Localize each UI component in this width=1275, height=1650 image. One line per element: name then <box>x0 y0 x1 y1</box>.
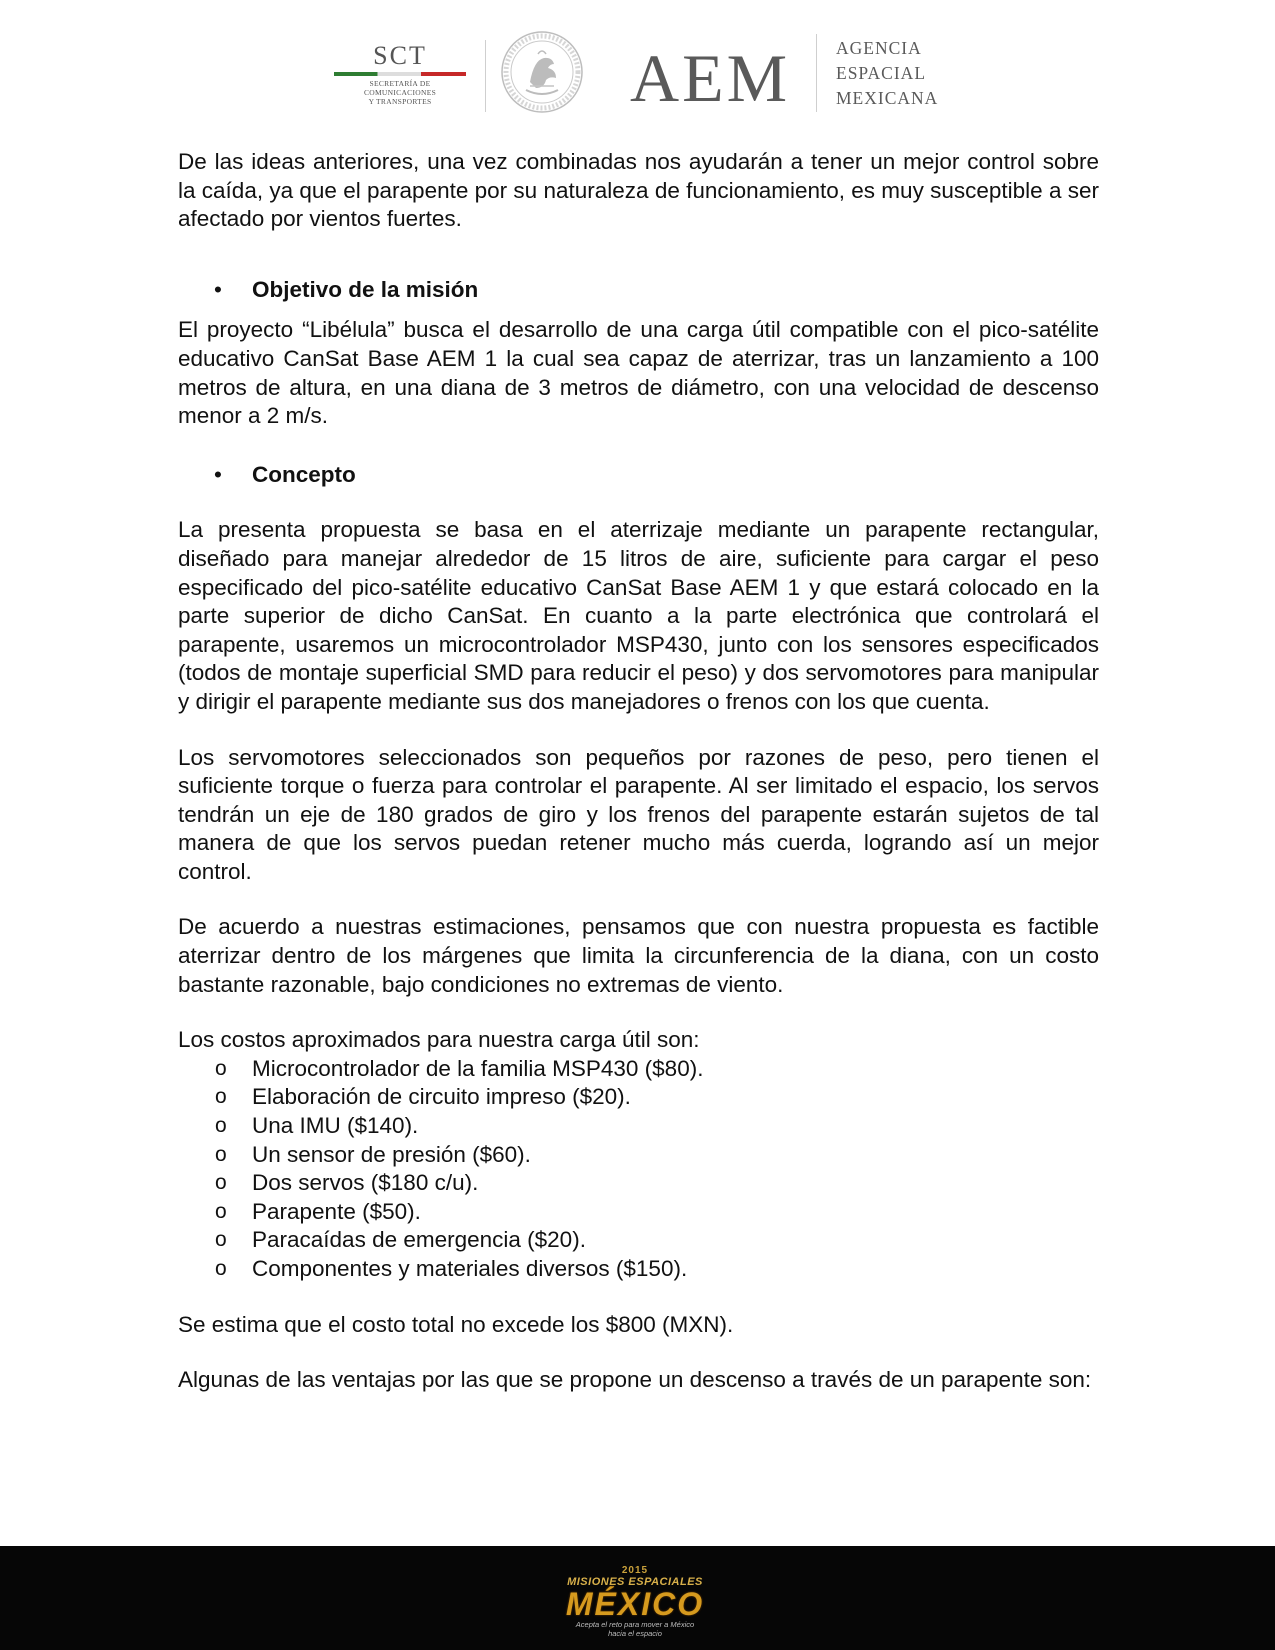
objective-heading-text: Objetivo de la misión <box>252 276 479 302</box>
objective-heading <box>178 276 1099 305</box>
list-item: o Microcontrolador de la familia MSP430 ($80). <box>178 1055 1099 1084</box>
aem-logo-line-2: ESPACIAL <box>836 63 927 83</box>
concept-heading-text: Concepto <box>252 461 356 487</box>
bullet-icon: • <box>214 461 222 487</box>
sct-logo-line-1: SECRETARÍA DE <box>369 79 431 88</box>
list-item: o Elaboración de circuito impreso ($20). <box>178 1083 1099 1112</box>
costs-intro: Los costos aproximados para nuestra carga útil son: <box>178 1027 700 1053</box>
logo-line-2: MÉXICO <box>565 1586 705 1622</box>
objective-paragraph: El proyecto “Libélula” busca el desarrollo de una carga útil compatible con el pico-satélite educativo CanSat Base AEM 1 la cual sea capaz de aterrizar, tras un lanzamiento a 100 metros de altura, en una diana de 3 metros de diámetro, con una velocidad de descenso menor a 2 m/s. <box>178 317 1099 429</box>
list-bullet-icon: o <box>215 1257 227 1280</box>
list-bullet-icon: o <box>215 1085 227 1109</box>
sct-logo-line-3: Y TRANSPORTES <box>368 97 432 106</box>
bullet-icon: • <box>214 276 222 302</box>
list-item: o Dos servos ($180 c/u). <box>178 1169 1099 1198</box>
logo-tagline-2: hacia el espacio <box>608 1629 662 1638</box>
intro-paragraph: De las ideas anteriores, una vez combinadas nos ayudarán a tener un mejor control sobre la caída, ya que el parapente por su naturaleza de funcionamiento, es muy susceptible a ser afectado por vientos fuertes. <box>178 149 1099 232</box>
list-item: o Parapente ($50). <box>178 1198 1099 1227</box>
list-item: o Componentes y materiales diversos ($150). <box>178 1255 1099 1284</box>
list-bullet-icon: o <box>215 1142 227 1166</box>
list-bullet-icon: o <box>215 1199 227 1223</box>
page-header <box>0 0 1275 130</box>
list-bullet-icon: o <box>215 1228 227 1252</box>
total-cost-paragraph: Se estima que el costo total no excede los $800 (MXN). <box>178 1311 734 1337</box>
aem-logo-lines <box>836 36 938 111</box>
concept-paragraph-3: De acuerdo a nuestras estimaciones, pensamos que con nuestra propuesta es factible aterrizar dentro de los márgenes que limita la circunferencia de la diana, con un costo bastante razonable, bajo condiciones no extremas de viento. <box>178 914 1099 997</box>
list-item: o Una IMU ($140). <box>178 1112 1099 1141</box>
list-item: o Un sensor de presión ($60). <box>178 1141 1099 1170</box>
misiones-espaciales-logo <box>545 1566 725 1638</box>
aem-logo-line-3: MEXICANA <box>836 88 939 108</box>
concept-heading <box>178 461 1099 490</box>
aem-logo-divider <box>816 34 817 112</box>
list-item: o Paracaídas de emergencia ($20). <box>178 1226 1099 1255</box>
concept-paragraph-1: La presenta propuesta se basa en el aterrizaje mediante un parapente rectangular, diseñado para manejar alrededor de 15 litros de aire, suficiente para cargar el peso especificado del pico-satélite educativo CanSat Base AEM 1 y que estará colocado en la parte superior de dicho CanSat. En cuanto a la parte electrónica que controlará el parapente, usaremos un microcontrolador MSP430, junto con los sensores especificados (todos de montaje superficial SMD para reducir el peso) y dos servomotores para manipular y dirigir el parapente mediante sus dos manejadores o frenos con los que cuenta. <box>178 517 1099 714</box>
sct-logo-rule <box>334 72 466 76</box>
list-bullet-icon: o <box>215 1114 227 1138</box>
mexico-seal-icon <box>500 30 584 114</box>
sct-logo-title: SCT <box>373 41 427 70</box>
sct-logo-line-2: COMUNICACIONES <box>363 88 437 97</box>
document-body <box>178 148 1099 1395</box>
advantages-intro: Algunas de las ventajas por las que se propone un descenso a través de un parapente son: <box>178 1367 1092 1393</box>
concept-paragraph-2: Los servomotores seleccionados son pequeños por razones de peso, pero tienen el suficiente torque o fuerza para controlar el parapente. Al ser limitado el espacio, los servos tendrán un eje de 180 grados de giro y los frenos del parapente estarán sujetos de tal manera de que los servos puedan retener mucho más cuerda, logrando así un mejor control. <box>178 744 1099 884</box>
logo-line-1: MISIONES ESPACIALES <box>567 1576 703 1588</box>
aem-logo-line-1: AGENCIA <box>836 38 922 58</box>
aem-logo-word: AEM <box>630 40 791 116</box>
list-bullet-icon: o <box>215 1171 227 1195</box>
page-footer <box>0 1546 1275 1650</box>
sct-logo <box>330 42 470 114</box>
logo-year: 2015 <box>621 1565 649 1576</box>
logo-tagline-1: Acepta el reto para mover a México <box>575 1620 695 1629</box>
costs-list <box>178 1055 1099 1284</box>
list-bullet-icon: o <box>215 1056 227 1080</box>
header-divider <box>485 40 486 112</box>
